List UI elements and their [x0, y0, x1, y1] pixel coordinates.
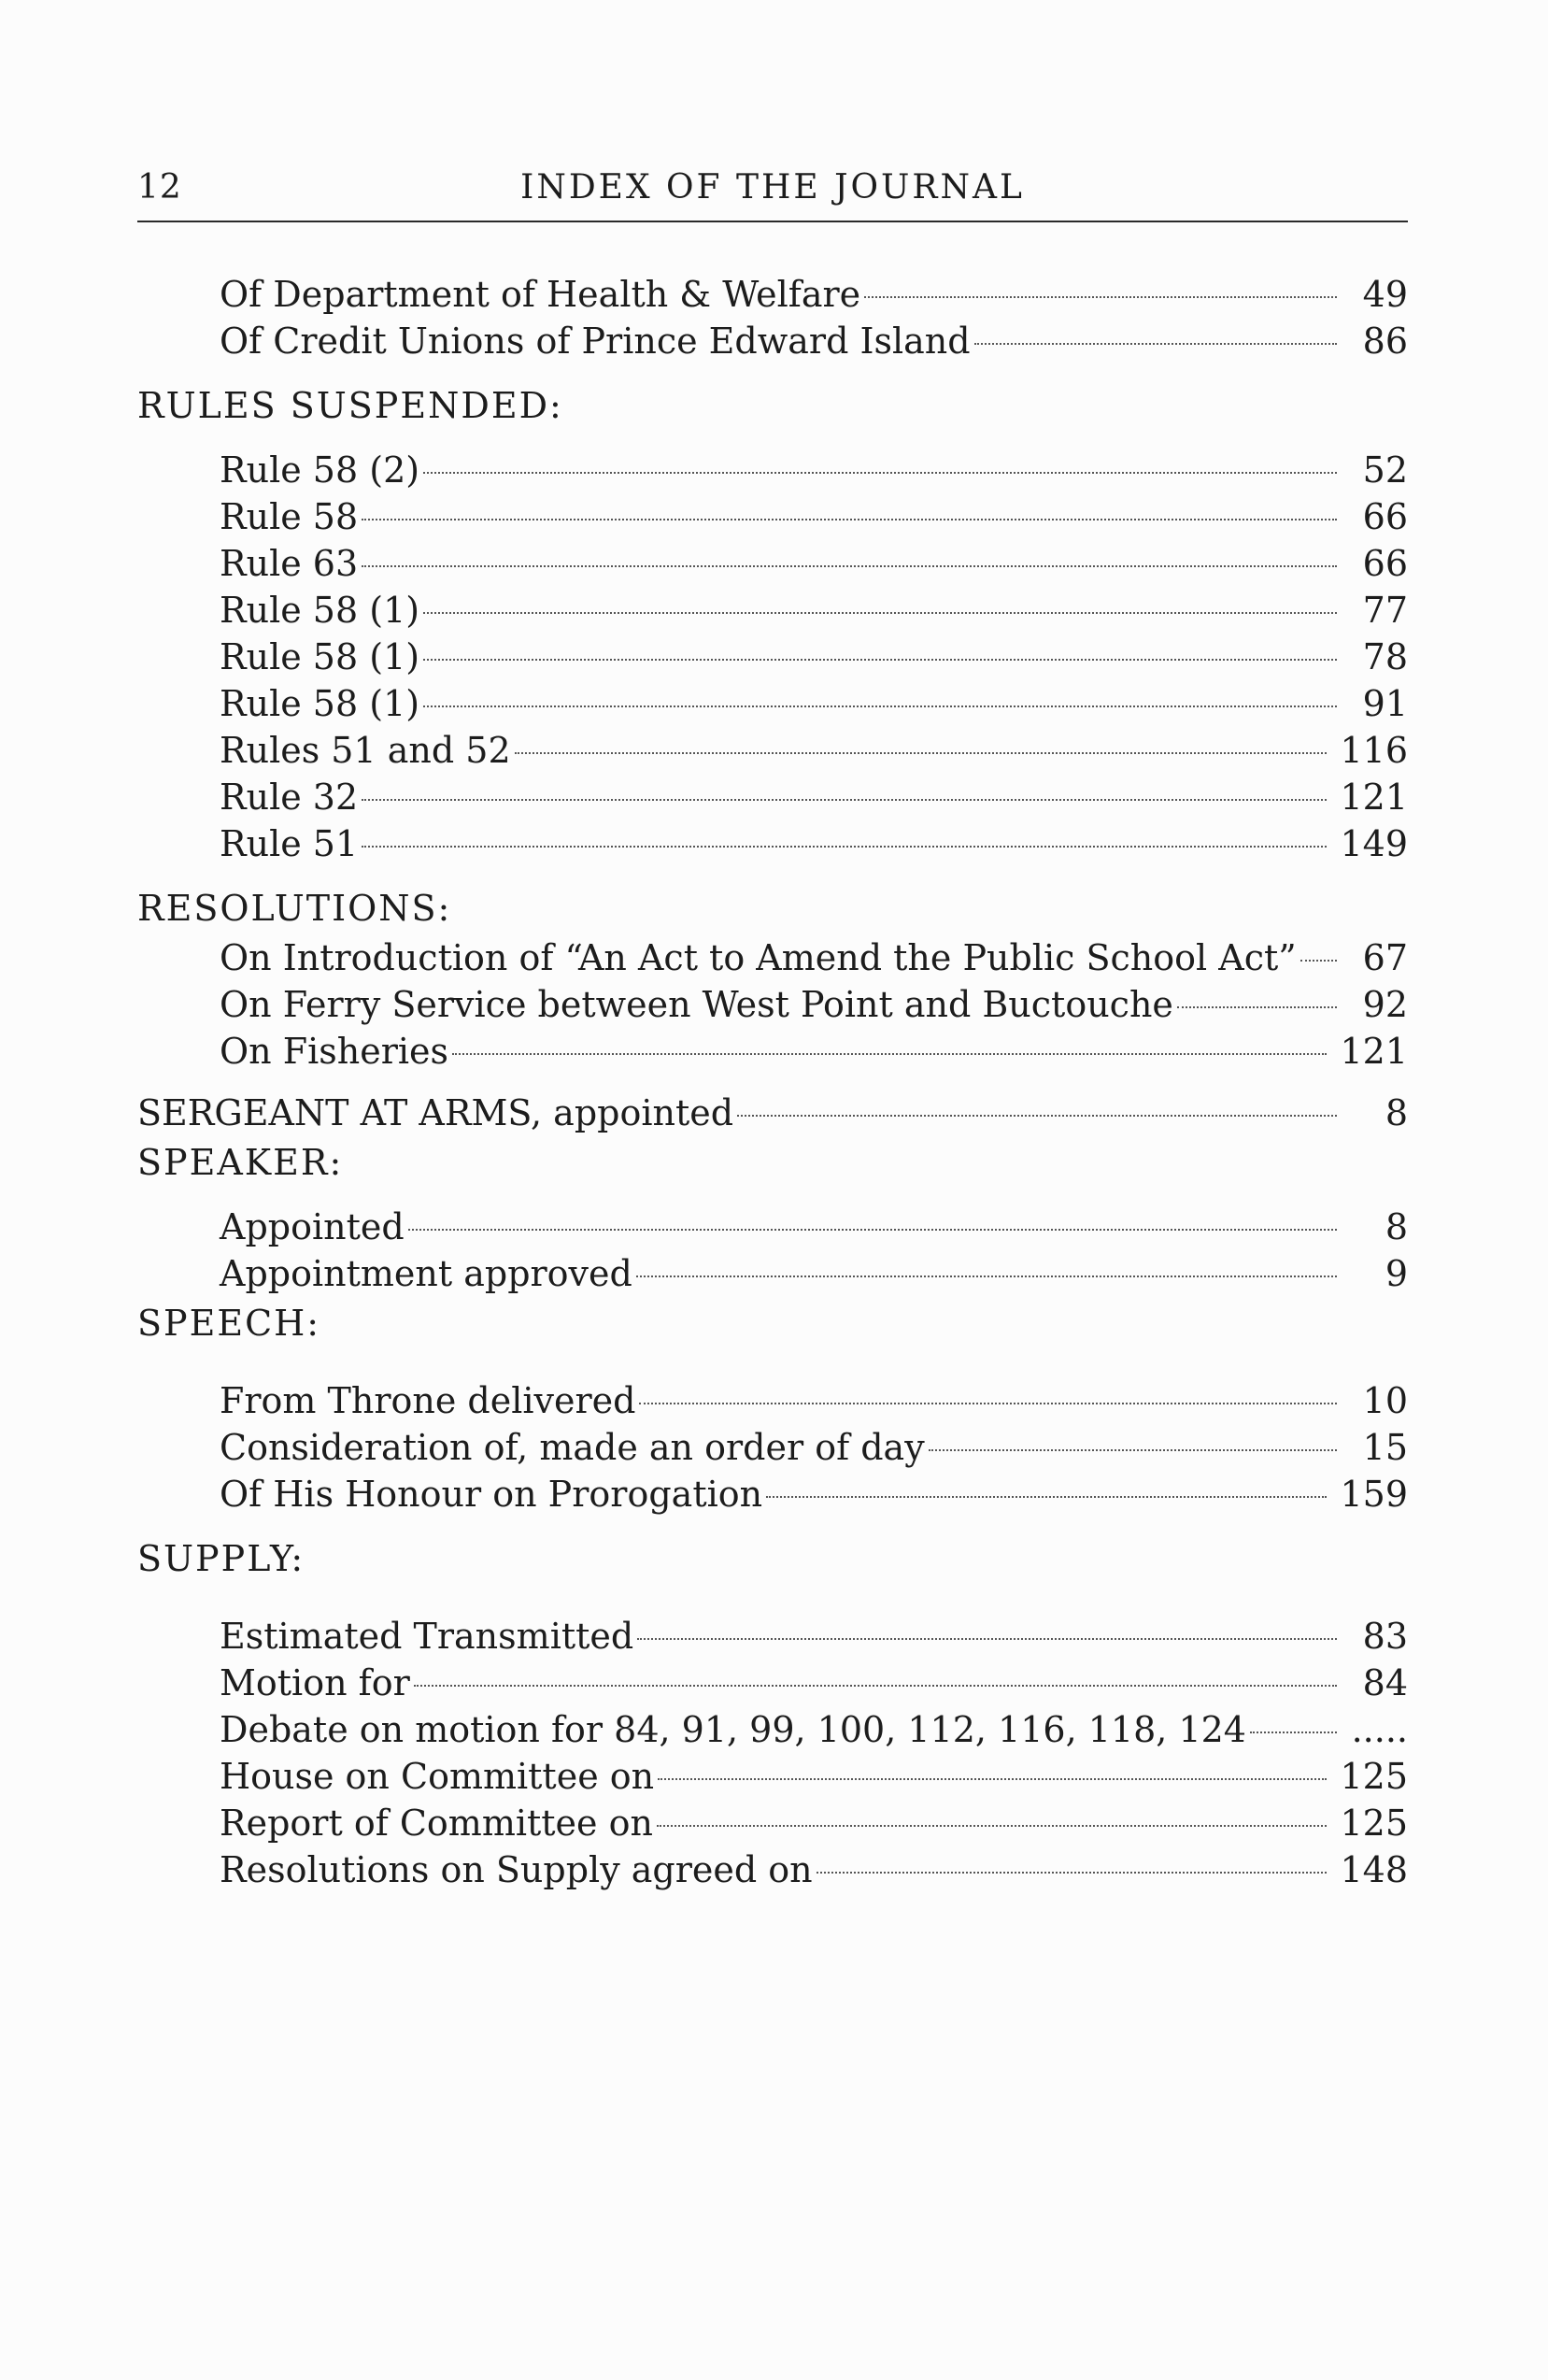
entry-page: 92	[1362, 984, 1408, 1025]
entry-page: .....	[1351, 1709, 1408, 1750]
index-entry	[220, 774, 1408, 820]
dot-leader	[362, 846, 1327, 848]
entry-page: 116	[1340, 730, 1408, 771]
entry-label: Rules 51 and 52	[220, 730, 511, 771]
dot-leader	[362, 799, 1327, 801]
page-number: 12	[137, 168, 182, 207]
entry-page: 149	[1340, 823, 1408, 864]
entry-label: Estimated Transmitted	[220, 1616, 634, 1657]
index-entry	[220, 540, 1408, 587]
entry-label: Rule 63	[220, 543, 359, 584]
entry-page: 9	[1385, 1253, 1408, 1294]
section-heading-speech: SPEECH:	[137, 1303, 321, 1344]
dot-leader	[1300, 960, 1337, 962]
dot-leader	[657, 1825, 1328, 1827]
dot-leader	[864, 296, 1337, 298]
dot-leader	[408, 1229, 1337, 1231]
entry-label: House on Committee on	[220, 1756, 655, 1797]
entry-label: On Introduction of “An Act to Amend the Public School Act”	[220, 937, 1297, 978]
index-entry	[220, 271, 1408, 318]
dot-leader	[423, 705, 1337, 707]
index-entry	[220, 1660, 1408, 1706]
dot-leader	[423, 612, 1337, 614]
entry-label: Resolutions on Supply agreed on	[220, 1849, 813, 1890]
entry-label: Rule 58 (1)	[220, 683, 420, 724]
entry-page: 67	[1362, 937, 1408, 978]
journal-title: INDEX OF THE JOURNAL	[520, 168, 1025, 207]
index-body	[137, 271, 1408, 1893]
index-entry-sergeant-at-arms	[137, 1090, 1408, 1136]
index-entry	[220, 727, 1408, 774]
entry-label: Motion for	[220, 1662, 410, 1703]
section-heading-resolutions: RESOLUTIONS:	[137, 888, 452, 929]
dot-leader	[423, 472, 1337, 474]
entry-page: 91	[1362, 683, 1408, 724]
dot-leader	[974, 343, 1337, 345]
dot-leader	[637, 1638, 1337, 1640]
index-entry	[220, 820, 1408, 867]
entry-page: 10	[1362, 1380, 1408, 1421]
dot-leader	[929, 1449, 1337, 1451]
entry-page: 66	[1362, 543, 1408, 584]
dot-leader	[414, 1685, 1337, 1687]
dot-leader	[636, 1276, 1337, 1277]
entry-label: Debate on motion for 84, 91, 99, 100, 112, 116, 118, 124	[220, 1709, 1246, 1750]
index-entry	[220, 1377, 1408, 1424]
index-entry	[220, 1846, 1408, 1893]
entry-page: 8	[1385, 1092, 1408, 1133]
entry-label: Rule 32	[220, 777, 359, 818]
dot-leader	[1177, 1006, 1337, 1008]
index-entry	[220, 587, 1408, 634]
entry-page: 15	[1362, 1427, 1408, 1468]
entry-label: On Ferry Service between West Point and Buctouche	[220, 984, 1173, 1025]
entry-label: From Throne delivered	[220, 1380, 636, 1421]
index-entry	[220, 318, 1408, 364]
index-entry	[220, 1800, 1408, 1846]
index-entry	[220, 934, 1408, 981]
dot-leader	[423, 659, 1337, 661]
entry-label: Consideration of, made an order of day	[220, 1427, 925, 1468]
dot-leader	[362, 519, 1337, 520]
entry-page: 125	[1340, 1756, 1408, 1797]
dot-leader	[1250, 1732, 1337, 1733]
entry-page: 8	[1385, 1206, 1408, 1247]
dot-leader	[362, 565, 1337, 567]
entry-page: 83	[1362, 1616, 1408, 1657]
entry-label: Rule 58 (1)	[220, 590, 420, 631]
entry-page: 77	[1362, 590, 1408, 631]
index-entry	[220, 1204, 1408, 1250]
index-entry	[220, 1753, 1408, 1800]
index-entry	[220, 981, 1408, 1028]
entry-page: 121	[1340, 1031, 1408, 1072]
dot-leader	[515, 752, 1328, 754]
index-entry	[220, 1028, 1408, 1075]
section-heading-rules-suspended: RULES SUSPENDED:	[137, 385, 563, 426]
index-entry	[220, 1250, 1408, 1297]
dot-leader	[658, 1778, 1327, 1780]
entry-page: 66	[1362, 496, 1408, 537]
dot-leader	[817, 1872, 1328, 1874]
entry-label: Rule 58 (2)	[220, 449, 420, 491]
index-entry	[220, 1706, 1408, 1753]
entry-label: Appointment approved	[220, 1253, 632, 1294]
index-entry	[220, 447, 1408, 493]
entry-label: Of His Honour on Prorogation	[220, 1474, 763, 1515]
index-entry	[220, 680, 1408, 727]
entry-label: On Fisheries	[220, 1031, 448, 1072]
entry-page: 52	[1362, 449, 1408, 491]
entry-label: Rule 58 (1)	[220, 636, 420, 677]
entry-page: 78	[1362, 636, 1408, 677]
entry-label: SERGEANT AT ARMS, appointed	[137, 1092, 734, 1133]
entry-page: 125	[1340, 1803, 1408, 1844]
index-entry	[220, 634, 1408, 680]
index-entry	[220, 493, 1408, 540]
dot-leader	[766, 1496, 1327, 1498]
entry-page: 86	[1362, 321, 1408, 362]
entry-label: Report of Committee on	[220, 1803, 653, 1844]
entry-label: Of Department of Health & Welfare	[220, 274, 861, 315]
dot-leader	[639, 1403, 1337, 1404]
entry-page: 121	[1340, 777, 1408, 818]
entry-label: Rule 51	[220, 823, 359, 864]
index-entry	[220, 1613, 1408, 1660]
entry-label: Of Credit Unions of Prince Edward Island	[220, 321, 971, 362]
section-heading-supply: SUPPLY:	[137, 1538, 305, 1579]
entry-page: 49	[1362, 274, 1408, 315]
dot-leader	[737, 1115, 1337, 1117]
entry-label: Rule 58	[220, 496, 359, 537]
section-heading-speaker: SPEAKER:	[137, 1142, 344, 1183]
index-entry	[220, 1471, 1408, 1518]
entry-page: 84	[1362, 1662, 1408, 1703]
entry-label: Appointed	[220, 1206, 405, 1247]
dot-leader	[452, 1053, 1327, 1055]
index-entry	[220, 1424, 1408, 1471]
running-header	[137, 164, 1408, 222]
entry-page: 159	[1340, 1474, 1408, 1515]
entry-page: 148	[1340, 1849, 1408, 1890]
